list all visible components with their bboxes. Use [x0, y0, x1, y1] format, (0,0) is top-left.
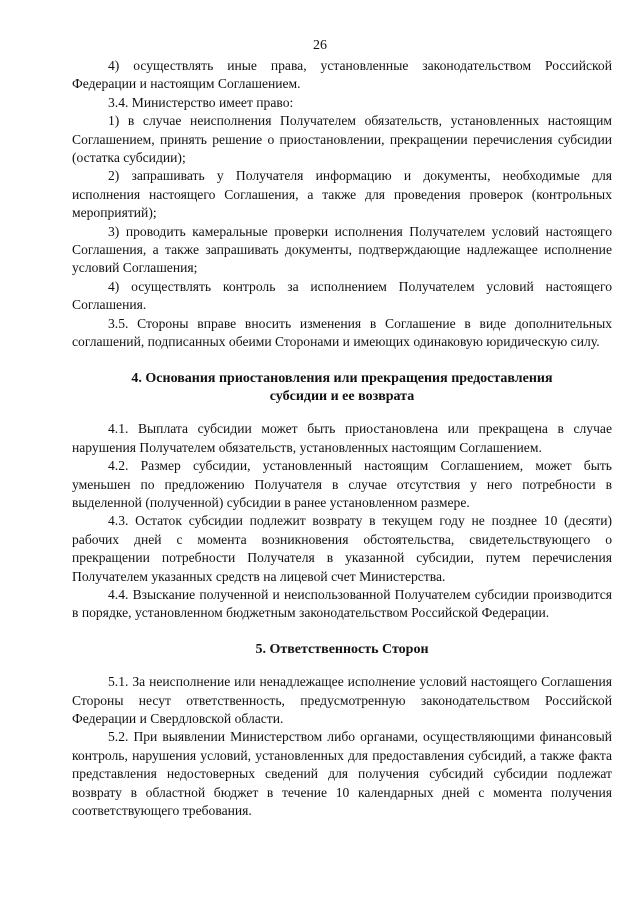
paragraph-4-4: 4.4. Взыскание полученной и неиспользованной Получателем субсидии производится в порядке, установленном бюджетным законодательством Российской Федерации.	[72, 586, 612, 621]
paragraph-4-2: 4.2. Размер субсидии, установленный настоящим Соглашением, может быть уменьшен по предложению Получателя в случае отсутствия у него потребности в выделенной (полученной) субсидии в ранее установленном размере.	[72, 458, 612, 510]
paragraph-3-4-1: 1) в случае неисполнения Получателем обязательств, установленных настоящим Соглашением, принять решение о приостановлении, прекращении перечисления субсидии (остатка субсидии);	[72, 113, 612, 166]
document-body	[72, 57, 612, 820]
paragraph-3-5: 3.5. Стороны вправе вносить изменения в Соглашение в виде дополнительных соглашений, подписанных обеими Сторонами и имеющих одинаковую юридическую силу.	[72, 315, 612, 350]
paragraph-4-3: 4.3. Остаток субсидии подлежит возврату в текущем году не позднее 10 (десяти) рабочих дней с момента возникновения обстоятельства, свидетельствующего о прекращении потребности Получателя в указанной субсидии, путем перечисления Получателем указанных средств на лицевой счет Министерства.	[72, 513, 612, 584]
section-4-title-line2: субсидии и ее возврата	[269, 388, 415, 404]
page-number: 26	[313, 38, 327, 53]
paragraph-5-1: 5.1. За неисполнение или ненадлежащее исполнение условий настоящего Соглашения Стороны несут ответственность, предусмотренную законодательством Российской Федерации и Свердловской области.	[72, 674, 612, 726]
paragraph-4-1: 4.1. Выплата субсидии может быть приостановлена или прекращена в случае нарушения Получателем обязательств, установленных настоящим Соглашением.	[72, 421, 612, 455]
section-5-title: 5. Ответственность Сторон	[255, 641, 429, 657]
paragraph-3-4-3: 3) проводить камеральные проверки исполнения Получателем условий настоящего Соглашения, а также запрашивать документы, подтверждающие надлежащее исполнение условий Соглашения;	[72, 223, 612, 276]
paragraph-3-4-2: 2) запрашивать у Получателя информацию и документы, необходимые для исполнения настоящего Соглашения, а также для проведения проверок (контрольных мероприятий);	[72, 168, 612, 221]
paragraph-5-2: 5.2. При выявлении Министерством либо органами, осуществляющими финансовый контроль, нарушения условий, установленных для предоставления субсидий, а также факта представления недостоверных сведений для получения субсидий субсидии подлежат возврату в областной бюджет в течение 10 календарных дней с момента получения соответствующего требования.	[72, 729, 612, 819]
paragraph-3-4-4: 4) осуществлять контроль за исполнением Получателем условий настоящего Соглашения.	[72, 278, 612, 313]
section-4-title-line1: 4. Основания приостановления или прекращения предоставления	[131, 370, 553, 386]
paragraph-3-4: 3.4. Министерство имеет право:	[108, 94, 294, 110]
paragraph-3-3-4: 4) осуществлять иные права, установленные законодательством Российской Федерации и настоящим Соглашением.	[72, 58, 612, 92]
